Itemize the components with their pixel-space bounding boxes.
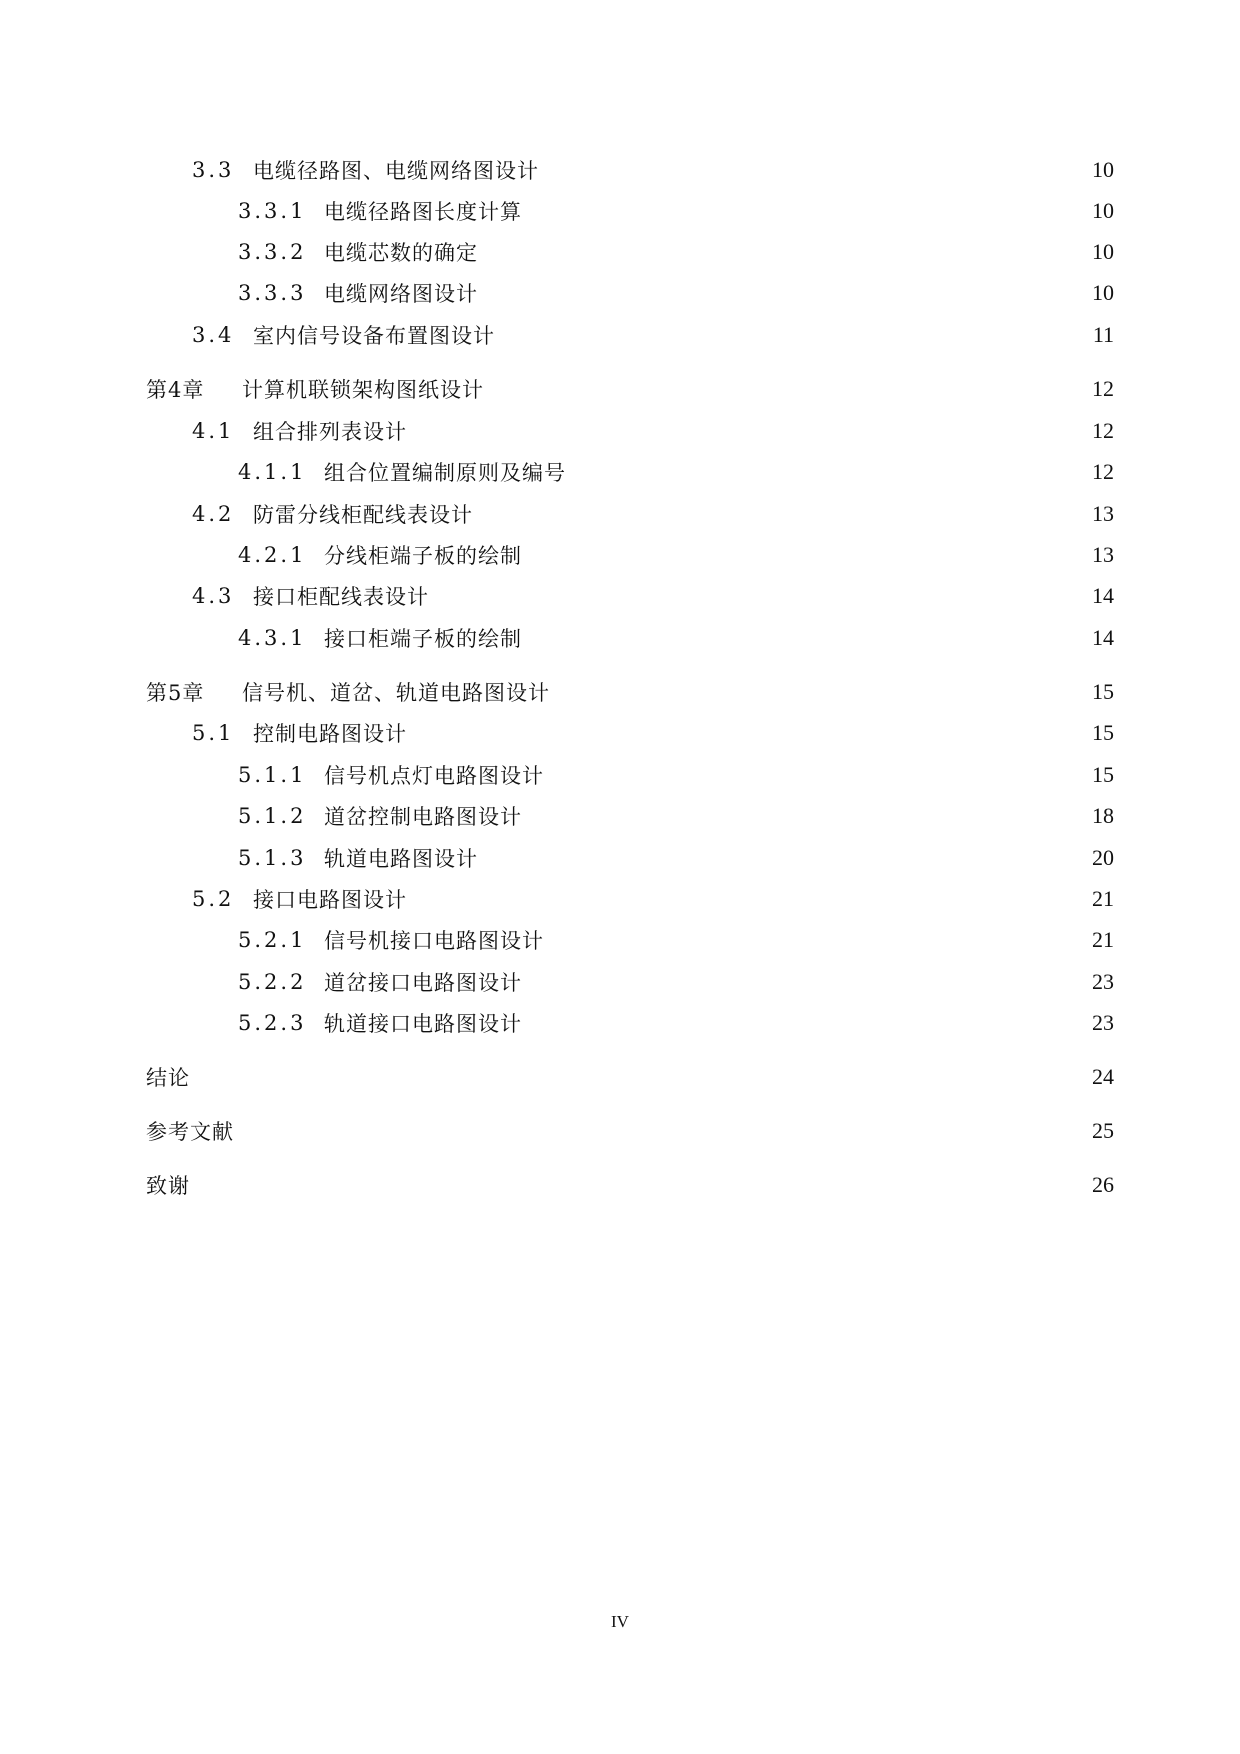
toc-acknowledgements-entry[interactable] <box>146 1167 1114 1203</box>
toc-entry-number: 5.2.3 <box>238 1011 307 1035</box>
toc-entry-page: 11 <box>1092 322 1114 347</box>
toc-entry-number: 第4章 <box>146 378 205 402</box>
toc-entry-number: 3.3.3 <box>238 281 307 305</box>
toc-entry-title: 信号机点灯电路图设计 <box>324 764 544 788</box>
toc-dot-leader <box>409 881 1086 917</box>
toc-entry[interactable] <box>238 922 1114 958</box>
toc-entry-page: 13 <box>1092 501 1114 526</box>
toc-entry-page: 12 <box>1092 459 1114 484</box>
toc-entry[interactable] <box>238 798 1114 834</box>
toc-entry[interactable] <box>192 317 1114 353</box>
toc-entry[interactable] <box>238 234 1114 270</box>
toc-entry-page: 12 <box>1092 418 1114 443</box>
toc-entry-page: 23 <box>1092 969 1114 994</box>
toc-entry-title: 道岔接口电路图设计 <box>324 971 522 995</box>
toc-dot-leader <box>524 1005 1086 1041</box>
toc-entry-page: 25 <box>1092 1118 1114 1143</box>
page-number-footer: IV <box>611 1612 629 1631</box>
toc-dot-leader <box>546 922 1086 958</box>
toc-entry-number: 第5章 <box>146 681 205 705</box>
toc-dot-leader <box>541 152 1086 188</box>
toc-dot-leader <box>236 1113 1086 1149</box>
toc-entry-page: 26 <box>1092 1172 1114 1197</box>
toc-dot-leader <box>409 413 1086 449</box>
toc-entry-page: 15 <box>1092 679 1114 704</box>
toc-dot-leader <box>552 674 1086 710</box>
toc-entry-page: 24 <box>1092 1064 1114 1089</box>
toc-entry-title: 接口电路图设计 <box>253 888 407 912</box>
toc-dot-leader <box>524 798 1086 834</box>
toc-dot-leader <box>480 275 1086 311</box>
toc-dot-leader <box>524 193 1086 229</box>
toc-entry-number: 4.3 <box>192 584 235 608</box>
toc-entry-title: 控制电路图设计 <box>253 722 407 746</box>
toc-chapter-entry[interactable] <box>146 674 1114 710</box>
toc-entry-title: 信号机接口电路图设计 <box>324 929 544 953</box>
toc-entry-page: 10 <box>1092 157 1114 182</box>
toc-entry-title: 轨道电路图设计 <box>324 847 478 871</box>
toc-entry[interactable] <box>238 1005 1114 1041</box>
toc-entry-title: 防雷分线柜配线表设计 <box>253 503 473 527</box>
toc-entry-number: 4.1 <box>192 419 235 443</box>
toc-entry-page: 18 <box>1092 803 1114 828</box>
toc-entry-number: 5.1.2 <box>238 804 307 828</box>
toc-entry[interactable] <box>238 193 1114 229</box>
toc-chapter-entry[interactable] <box>146 371 1114 407</box>
toc-entry-page: 12 <box>1092 376 1114 401</box>
toc-entry-title: 致谢 <box>146 1174 190 1198</box>
toc-dot-leader <box>409 715 1086 751</box>
toc-entry-number: 3.4 <box>192 323 235 347</box>
toc-dot-leader <box>486 371 1086 407</box>
toc-entry-number: 5.1 <box>192 721 235 745</box>
toc-entry-number: 4.3.1 <box>238 626 307 650</box>
toc-entry-number: 3.3.2 <box>238 240 307 264</box>
toc-entry-number: 4.2.1 <box>238 543 307 567</box>
toc-entry[interactable] <box>192 715 1114 751</box>
toc-dot-leader <box>480 840 1086 876</box>
toc-entry-number: 5.1.3 <box>238 846 307 870</box>
toc-entry-title: 信号机、道岔、轨道电路图设计 <box>242 681 550 705</box>
toc-entry-page: 14 <box>1092 625 1114 650</box>
toc-entry-number: 5.2.2 <box>238 970 307 994</box>
toc-entry-title: 接口柜配线表设计 <box>253 585 429 609</box>
toc-entry-title: 接口柜端子板的绘制 <box>324 627 522 651</box>
toc-dot-leader <box>480 234 1086 270</box>
toc-entry-title: 分线柜端子板的绘制 <box>324 544 522 568</box>
toc-dot-leader <box>475 496 1086 532</box>
toc-entry-title: 结论 <box>146 1066 190 1090</box>
toc-entry-title: 电缆芯数的确定 <box>324 241 478 265</box>
toc-entry[interactable] <box>238 454 1114 490</box>
toc-references-entry[interactable] <box>146 1113 1114 1149</box>
toc-entry-number: 3.3 <box>192 158 235 182</box>
toc-entry-page: 15 <box>1092 762 1114 787</box>
toc-dot-leader <box>568 454 1086 490</box>
toc-entry-number: 4.1.1 <box>238 460 307 484</box>
toc-entry[interactable] <box>192 152 1114 188</box>
toc-entry-page: 13 <box>1092 542 1114 567</box>
toc-entry-title: 组合位置编制原则及编号 <box>324 461 566 485</box>
toc-entry[interactable] <box>238 757 1114 793</box>
toc-dot-leader <box>524 964 1086 1000</box>
toc-entry-page: 23 <box>1092 1010 1114 1035</box>
toc-entry[interactable] <box>238 964 1114 1000</box>
toc-entry-number: 3.3.1 <box>238 199 307 223</box>
toc-entry-title: 参考文献 <box>146 1120 234 1144</box>
toc-entry-number: 5.2.1 <box>238 928 307 952</box>
toc-entry-number: 5.2 <box>192 887 235 911</box>
toc-entry-title: 电缆网络图设计 <box>324 282 478 306</box>
toc-dot-leader <box>192 1059 1086 1095</box>
toc-entry[interactable] <box>192 578 1114 614</box>
toc-entry-title: 电缆径路图长度计算 <box>324 200 522 224</box>
toc-dot-leader <box>431 578 1086 614</box>
toc-entry-title: 电缆径路图、电缆网络图设计 <box>253 159 539 183</box>
toc-entry[interactable] <box>238 537 1114 573</box>
toc-entry-page: 10 <box>1092 280 1114 305</box>
toc-entry[interactable] <box>192 413 1114 449</box>
toc-dot-leader <box>524 537 1086 573</box>
toc-entry-page: 21 <box>1092 886 1114 911</box>
toc-entry-title: 轨道接口电路图设计 <box>324 1012 522 1036</box>
toc-dot-leader <box>497 317 1086 353</box>
toc-entry-number: 5.1.1 <box>238 763 307 787</box>
toc-entry-page: 15 <box>1092 720 1114 745</box>
toc-entry-page: 20 <box>1092 845 1114 870</box>
toc-conclusion-entry[interactable] <box>146 1059 1114 1095</box>
toc-entry-number: 4.2 <box>192 502 235 526</box>
toc-entry-title: 计算机联锁架构图纸设计 <box>242 378 484 402</box>
toc-entry[interactable] <box>192 881 1114 917</box>
toc-entry[interactable] <box>238 620 1114 656</box>
toc-entry-title: 道岔控制电路图设计 <box>324 805 522 829</box>
toc-dot-leader <box>546 757 1086 793</box>
toc-entry-page: 10 <box>1092 239 1114 264</box>
toc-entry-title: 组合排列表设计 <box>253 420 407 444</box>
toc-entry[interactable] <box>192 496 1114 532</box>
toc-entry-page: 21 <box>1092 927 1114 952</box>
toc-dot-leader <box>524 620 1086 656</box>
toc-entry-title: 室内信号设备布置图设计 <box>253 324 495 348</box>
toc-entry-page: 10 <box>1092 198 1114 223</box>
toc-entry-page: 14 <box>1092 583 1114 608</box>
toc-entry[interactable] <box>238 840 1114 876</box>
toc-dot-leader <box>192 1167 1086 1203</box>
toc-entry[interactable] <box>238 275 1114 311</box>
